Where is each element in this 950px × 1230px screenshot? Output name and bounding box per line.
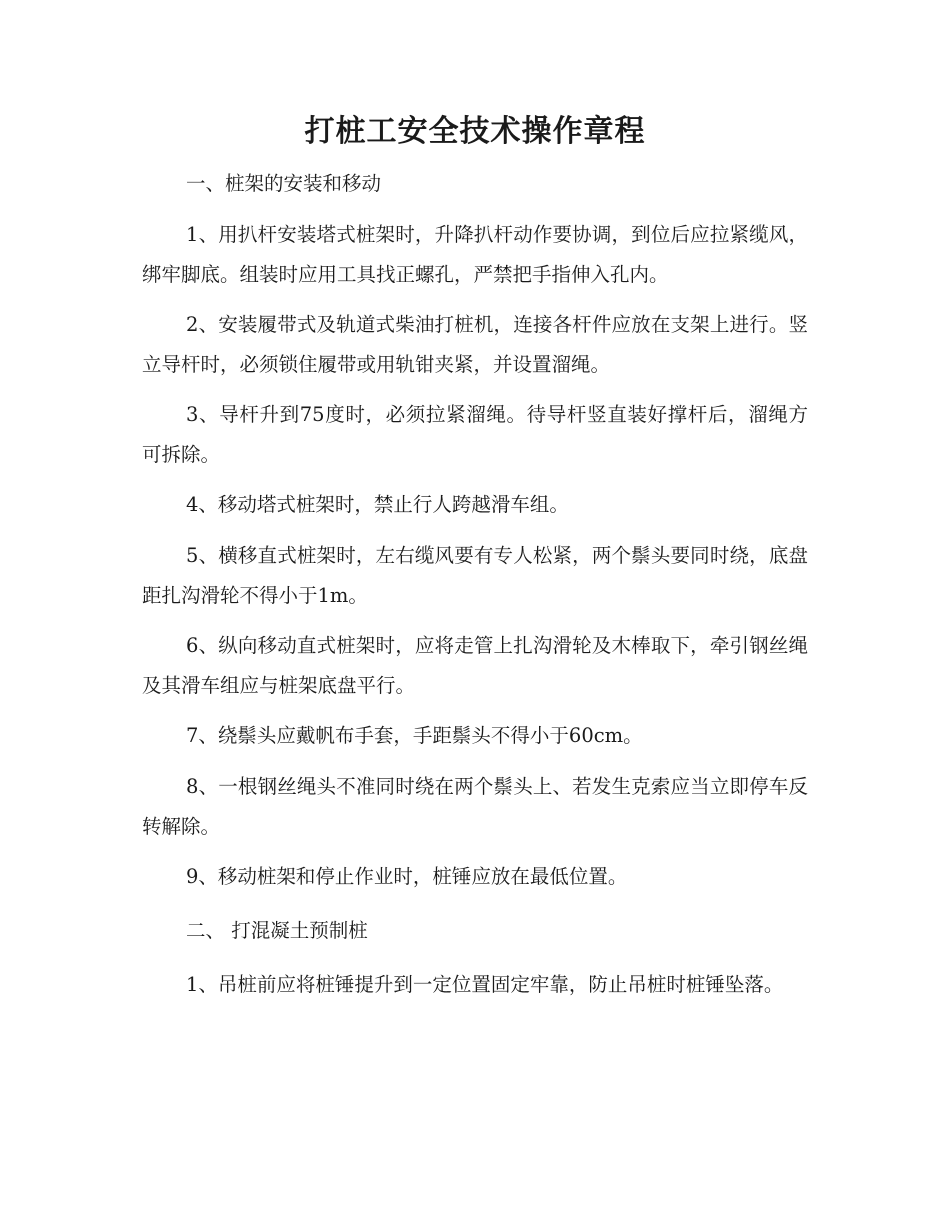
paragraph-1-4: 4、移动塔式桩架时，禁止行人跨越滑车组。 xyxy=(186,493,569,516)
paragraph-1-2: 2、安装履带式及轨道式柴油打桩机，连接各杆件应放在支架上进行。竖立导杆时，必须锁住履带或用轨钳夹紧，并设置溜绳。 xyxy=(142,313,808,376)
document-title: 打桩工安全技术操作章程 xyxy=(304,114,646,149)
paragraph-1-1: 1、用扒杆安装塔式桩架时，升降扒杆动作要协调，到位后应拉紧缆风，绑牢脚底。组装时应用工具找正螺孔，严禁把手指伸入孔内。 xyxy=(142,223,808,286)
paragraph-1-7: 7、绕鬃头应戴帆布手套，手距鬃头不得小于60cm。 xyxy=(186,724,643,747)
paragraph-1-5: 5、横移直式桩架时，左右缆风要有专人松紧，两个鬃头要同时绕，底盘距扎沟滑轮不得小于1m。 xyxy=(142,544,808,607)
section-heading-1: 一、桩架的安装和移动 xyxy=(186,172,382,195)
paragraph-2-1: 1、吊桩前应将桩锤提升到一定位置固定牢靠，防止吊桩时桩锤坠落。 xyxy=(186,973,784,996)
paragraph-1-6: 6、纵向移动直式桩架时，应将走管上扎沟滑轮及木棒取下，牵引钢丝绳及其滑车组应与桩架底盘平行。 xyxy=(142,634,808,697)
section-heading-2: 二、 打混凝土预制桩 xyxy=(186,919,368,942)
paragraph-1-9: 9、移动桩架和停止作业时，桩锤应放在最低位置。 xyxy=(186,865,628,888)
paragraph-1-3: 3、导杆升到75度时，必须拉紧溜绳。待导杆竖直装好撑杆后，溜绳方可拆除。 xyxy=(142,403,808,466)
paragraph-1-8: 8、一根钢丝绳头不准同时绕在两个鬃头上、若发生克索应当立即停车反转解除。 xyxy=(142,775,808,838)
